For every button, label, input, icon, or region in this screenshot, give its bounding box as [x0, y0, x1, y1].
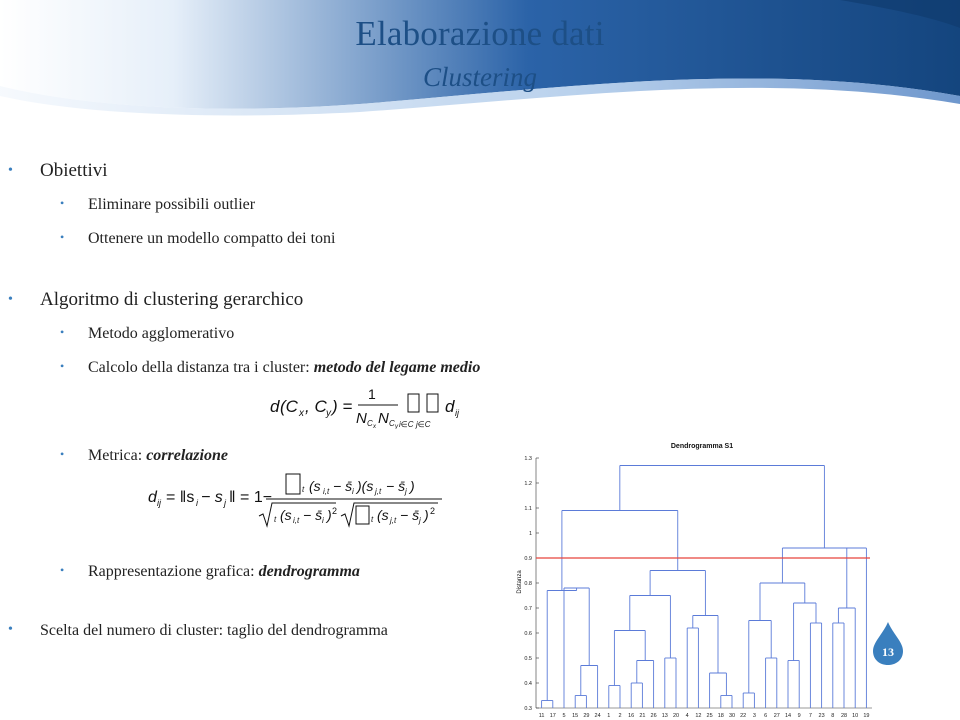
svg-text:t: t: [371, 515, 374, 524]
svg-text:t: t: [274, 515, 277, 524]
leaf-label: 16: [628, 713, 635, 719]
page-number-badge: [871, 620, 905, 666]
bullet-graphic: • Rappresentazione grafica: dendrogramma: [60, 563, 360, 580]
y-tick-label: 0.5: [524, 656, 532, 662]
svg-text:): ): [327, 507, 332, 523]
correlation-distance-formula: [146, 470, 446, 534]
svg-text:‖ = 1−: ‖ = 1−: [229, 489, 273, 506]
dendrogram-chart: [500, 432, 880, 720]
leaf-label: 17: [549, 713, 556, 719]
bullet-agglomerative: • Metodo agglomerativo: [60, 325, 235, 342]
svg-text:(s: (s: [280, 507, 292, 523]
svg-text:j: j: [419, 516, 421, 525]
svg-text:y: y: [326, 408, 331, 419]
leaf-label: 29: [583, 713, 590, 719]
svg-text:ij: ij: [455, 408, 459, 418]
y-tick-label: 0.8: [524, 581, 532, 587]
svg-text:x: x: [373, 424, 376, 429]
svg-text:(s: (s: [377, 507, 389, 523]
svg-text:− s̄: − s̄: [386, 478, 406, 494]
svg-text:= ‖s: = ‖s: [166, 489, 195, 506]
leaf-label: 28: [840, 713, 848, 719]
leaf-label: 21: [639, 713, 646, 719]
leaf-label: 11: [538, 713, 545, 719]
leaf-label: 18: [717, 713, 724, 719]
leaf-label: 9: [797, 713, 801, 719]
leaf-label: 19: [863, 713, 870, 719]
svg-text:): ): [410, 478, 415, 494]
svg-text:N: N: [356, 410, 367, 427]
bullet-compact-model: • Ottenere un modello compatto dei toni: [60, 230, 336, 247]
svg-text:d: d: [270, 397, 280, 416]
svg-text:− s̄: − s̄: [400, 507, 420, 523]
svg-text:j,t: j,t: [390, 516, 397, 525]
svg-text:C: C: [389, 419, 395, 428]
y-tick-label: 1: [528, 531, 532, 537]
svg-text:i,t: i,t: [323, 487, 330, 496]
leaf-label: 27: [773, 713, 780, 719]
leaf-label: 24: [594, 713, 601, 719]
leaf-label: 12: [695, 713, 702, 719]
svg-text:2: 2: [430, 506, 436, 516]
svg-text:− s̄: − s̄: [333, 478, 353, 494]
svg-text:): ): [424, 507, 429, 523]
leaf-label: 26: [650, 713, 657, 719]
svg-text:i: i: [352, 487, 354, 496]
leaf-label: 14: [784, 713, 792, 719]
slide-subtitle: Clustering: [422, 62, 537, 92]
svg-text:i,t: i,t: [293, 516, 300, 525]
leaf-label: 3: [752, 713, 756, 719]
y-tick-label: 0.3: [524, 706, 532, 712]
slide-title: Elaborazione dati: [355, 14, 605, 53]
leaf-label: 20: [672, 713, 680, 719]
leaf-label: 22: [740, 713, 747, 719]
leaf-label: 10: [852, 713, 859, 719]
y-tick-label: 0.4: [524, 681, 532, 687]
chart-ylabel: Distanza: [517, 570, 523, 594]
leaf-label: 30: [728, 713, 736, 719]
svg-text:) =: ) =: [332, 397, 353, 416]
svg-text:i∈C: i∈C: [399, 420, 414, 429]
bullet-remove-outliers: • Eliminare possibili outlier: [60, 196, 256, 213]
leaf-label: 23: [818, 713, 825, 719]
average-linkage-formula: [268, 383, 468, 429]
leaf-label: 6: [764, 713, 768, 719]
svg-text:x: x: [299, 408, 304, 419]
svg-text:y: y: [395, 424, 398, 429]
svg-text:(s: (s: [309, 478, 321, 494]
svg-text:− s: − s: [201, 489, 223, 506]
svg-text:− s̄: − s̄: [303, 507, 323, 523]
svg-text:j∈C: j∈C: [416, 420, 431, 429]
page-number: 13: [882, 645, 894, 659]
svg-text:1: 1: [368, 386, 376, 402]
chart-title: Dendrogramma S1: [670, 443, 734, 450]
bullet-algorithm: • Algoritmo di clustering gerarchico: [8, 289, 304, 310]
svg-text:j: j: [405, 487, 407, 496]
leaf-label: 13: [661, 713, 668, 719]
svg-text:N: N: [378, 410, 389, 427]
leaf-label: 15: [572, 713, 579, 719]
y-tick-label: 1.3: [524, 456, 532, 462]
bullet-distance: • Calcolo della distanza tra i cluster: metodo del legame medio: [60, 359, 481, 376]
svg-text:ij: ij: [157, 498, 161, 508]
y-tick-label: 0.7: [524, 606, 532, 612]
bullet-cluster-choice: • Scelta del numero di cluster: taglio del dendrogramma: [8, 622, 388, 639]
bullet-objectives: • Obiettivi: [8, 160, 108, 181]
y-tick-label: 0.6: [524, 631, 532, 637]
svg-text:d: d: [148, 489, 157, 506]
svg-text:, C: , C: [305, 397, 327, 416]
leaf-label: 2: [618, 713, 622, 719]
leaf-label: 4: [685, 713, 689, 719]
svg-text:)(s: )(s: [357, 478, 374, 494]
bullet-metric: • Metrica: correlazione: [60, 447, 228, 464]
svg-text:j,t: j,t: [375, 487, 382, 496]
leaf-label: 1: [607, 713, 611, 719]
svg-text:i: i: [196, 498, 198, 508]
svg-text:j: j: [224, 498, 226, 508]
y-tick-label: 1.1: [524, 506, 532, 512]
svg-text:(C: (C: [280, 397, 298, 416]
leaf-label: 8: [831, 713, 835, 719]
leaf-label: 7: [808, 713, 812, 719]
svg-text:C: C: [367, 419, 373, 428]
svg-text:t: t: [302, 485, 305, 494]
svg-text:d: d: [445, 397, 455, 416]
leaf-label: 25: [706, 713, 713, 719]
svg-text:i: i: [322, 516, 324, 525]
leaf-label: 5: [562, 713, 566, 719]
svg-text:2: 2: [332, 506, 338, 516]
y-tick-label: 0.9: [524, 556, 532, 562]
y-tick-label: 1.2: [524, 481, 532, 487]
